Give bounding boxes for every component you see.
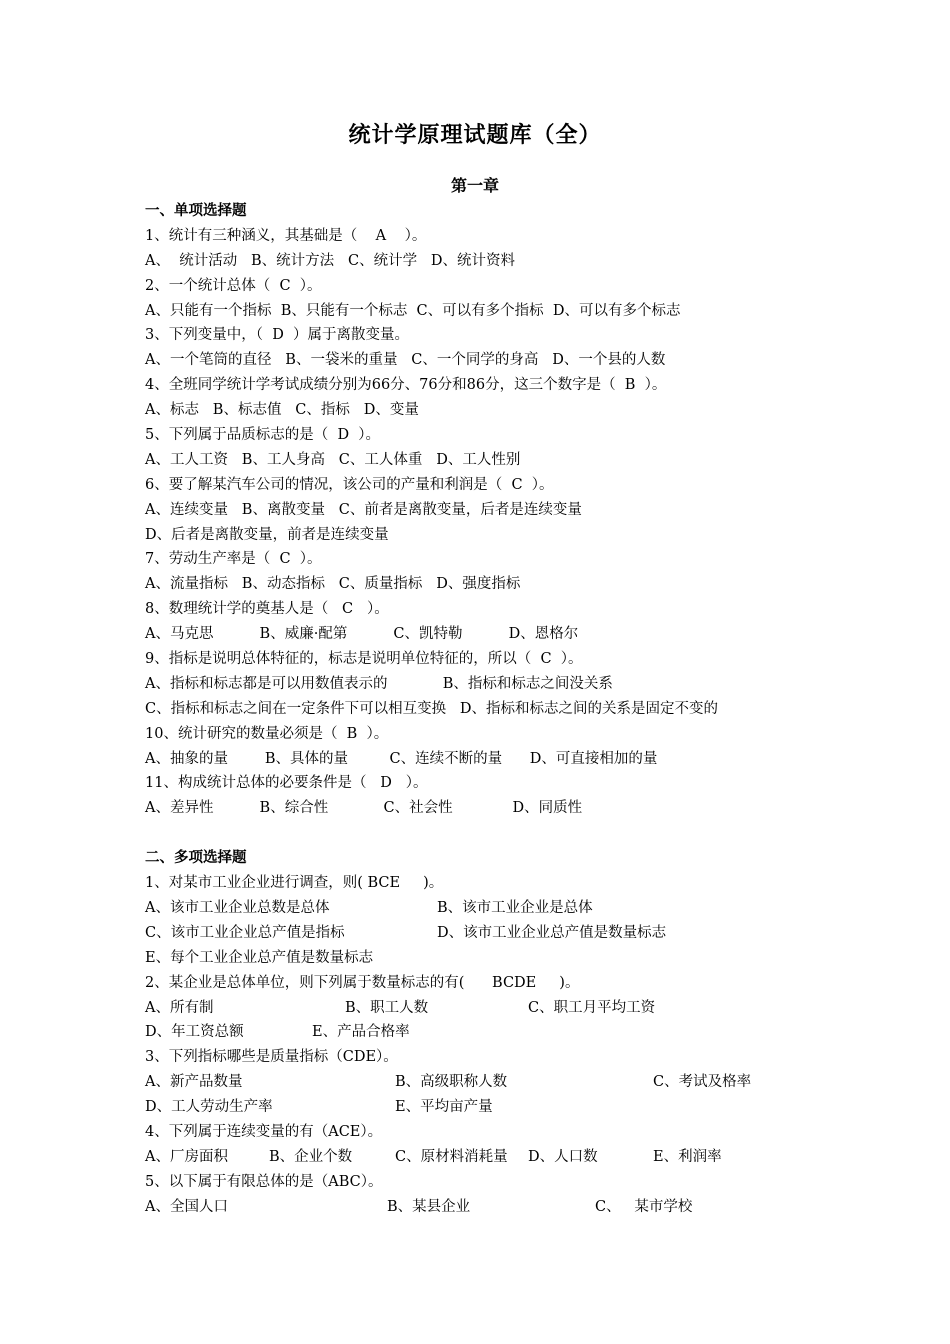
answer-option: C、该市工业企业总产值是指标 [145, 924, 345, 941]
section-heading-single-choice: 一、单项选择题 [145, 203, 247, 219]
question-text: 4、下列属于连续变量的有（ACE）。 [145, 1123, 383, 1140]
question-text: 6、要了解某汽车公司的情况，该公司的产量和利润是（ C ）。 [145, 476, 554, 493]
answer-option: C、考试及格率 [653, 1074, 752, 1091]
answer-options: A、指标和标志都是可以用数值表示的 B、指标和标志之间没关系 [145, 675, 613, 692]
answer-option: C、原材料消耗量 [395, 1148, 508, 1165]
document-body [145, 199, 865, 1220]
answer-options: D、后者是离散变量，前者是连续变量 [145, 526, 389, 543]
answer-options: A、马克思 B、威廉·配第 C、凯特勒 D、恩格尔 [145, 626, 579, 643]
answer-options: A、差异性 B、综合性 C、社会性 D、同质性 [145, 800, 583, 817]
question-text: 3、下列指标哪些是质量指标（CDE）。 [145, 1049, 398, 1066]
answer-options [145, 921, 865, 946]
answer-options: A、抽象的量 B、具体的量 C、连续不断的量 D、可直接相加的量 [145, 750, 658, 767]
answer-option: D、年工资总额 [145, 1024, 244, 1041]
answer-options: A、标志 B、标志值 C、指标 D、变量 [145, 402, 419, 419]
question-text: 2、一个统计总体（ C ）。 [145, 277, 322, 294]
answer-options [145, 1070, 865, 1095]
answer-options: E、每个工业企业总产值是数量标志 [145, 949, 374, 966]
answer-option: C、职工月平均工资 [528, 999, 656, 1016]
answer-option: B、高级职称人数 [395, 1074, 508, 1091]
answer-option: A、新产品数量 [145, 1074, 243, 1091]
question-text: 5、以下属于有限总体的是（ABC）。 [145, 1173, 383, 1190]
answer-options: A、连续变量 B、离散变量 C、前者是离散变量，后者是连续变量 [145, 501, 582, 518]
question-text: 5、下列属于品质标志的是（ D ）。 [145, 427, 381, 444]
answer-option: D、人口数 [528, 1148, 598, 1165]
document-title: 统计学原理试题库（全） [348, 123, 602, 148]
answer-options [145, 996, 865, 1021]
single-choice-questions [145, 224, 865, 821]
answer-options [145, 1195, 865, 1220]
question-text: 1、对某市工业企业进行调查，则( BCE )。 [145, 875, 444, 892]
answer-options [145, 896, 865, 921]
question-text: 4、全班同学统计学考试成绩分别为66分、76分和86分，这三个数字是（ B ）。 [145, 377, 667, 394]
answer-option: B、某县企业 [387, 1198, 471, 1215]
section-heading-multiple-choice: 二、多项选择题 [145, 850, 247, 867]
multiple-choice-questions [145, 871, 865, 1219]
answer-option: A、该市工业企业总数是总体 [145, 899, 330, 916]
section-spacer [145, 821, 865, 846]
answer-options: A、只能有一个指标 B、只能有一个标志 C、可以有多个指标 D、可以有多个标志 [145, 302, 681, 319]
answer-options: A、 统计活动 B、统计方法 C、统计学 D、统计资料 [145, 252, 516, 269]
question-text: 2、某企业是总体单位，则下列属于数量标志的有( BCDE )。 [145, 974, 580, 991]
answer-option: B、该市工业企业是总体 [437, 899, 593, 916]
answer-options: A、工人工资 B、工人身高 C、工人体重 D、工人性别 [145, 451, 521, 468]
answer-options: C、指标和标志之间在一定条件下可以相互变换 D、指标和标志之间的关系是固定不变的 [145, 700, 719, 717]
chapter-title: 第一章 [450, 176, 499, 195]
question-text: 10、统计研究的数量必须是（ B ）。 [145, 725, 389, 742]
answer-option: E、平均亩产量 [395, 1099, 493, 1116]
answer-option: D、工人劳动生产率 [145, 1099, 273, 1116]
answer-option: D、该市工业企业总产值是数量标志 [437, 924, 667, 941]
question-text: 1、统计有三种涵义，其基础是（ A ）。 [145, 227, 427, 244]
answer-options [145, 1020, 865, 1045]
answer-options [145, 1095, 865, 1120]
question-text: 11、构成统计总体的必要条件是（ D ）。 [145, 775, 428, 792]
answer-options: A、流量指标 B、动态指标 C、质量指标 D、强度指标 [145, 576, 521, 593]
question-text: 7、劳动生产率是（ C ）。 [145, 551, 322, 568]
answer-option: C、 某市学校 [595, 1198, 693, 1215]
question-text: 3、下列变量中，（ D ）属于离散变量。 [145, 327, 410, 344]
answer-option: E、利润率 [653, 1148, 722, 1165]
answer-options [145, 1145, 865, 1170]
answer-option: A、全国人口 [145, 1198, 228, 1215]
answer-options: A、一个笔筒的直径 B、一袋米的重量 C、一个同学的身高 D、一个县的人数 [145, 352, 666, 369]
answer-option: A、厂房面积 [145, 1148, 228, 1165]
answer-option: B、企业个数 [269, 1148, 353, 1165]
answer-option: A、所有制 [145, 999, 214, 1016]
answer-option: E、产品合格率 [312, 1024, 410, 1041]
question-text: 8、数理统计学的奠基人是（ C ）。 [145, 601, 389, 618]
answer-option: B、职工人数 [345, 999, 429, 1016]
question-text: 9、指标是说明总体特征的，标志是说明单位特征的，所以（ C ）。 [145, 651, 583, 668]
